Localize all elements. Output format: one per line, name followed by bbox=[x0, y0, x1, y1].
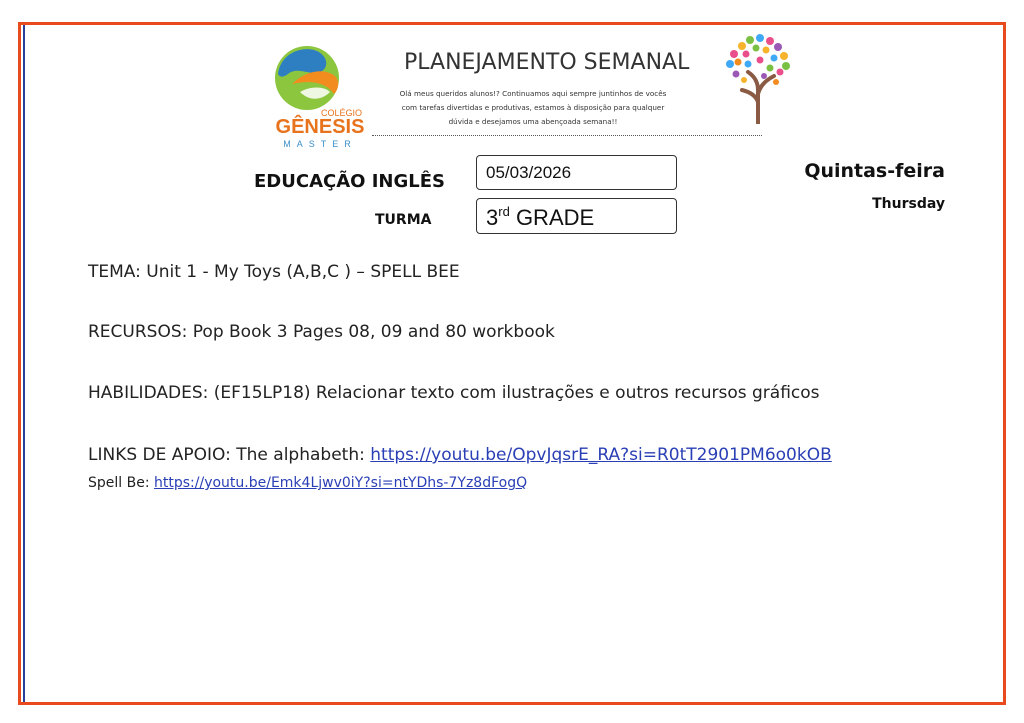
spell-bee-line bbox=[88, 475, 527, 491]
links-label: LINKS DE APOIO: The alphabeth: bbox=[88, 445, 371, 465]
alphabet-video-link[interactable]: https://youtu.be/OpvJqsrE_RA?si=R0tT2901PM6o0kOB bbox=[370, 445, 832, 465]
tree-icon bbox=[720, 32, 798, 124]
turma-label: TURMA bbox=[375, 212, 432, 228]
grade-suffix: rd bbox=[498, 204, 510, 219]
grade-number: 3 bbox=[486, 205, 499, 230]
subject-label: EDUCAÇÃO INGLÊS bbox=[254, 171, 445, 192]
tema-line: TEMA: Unit 1 - My Toys (A,B,C ) – SPELL BEE bbox=[88, 262, 460, 282]
recursos-line: RECURSOS: Pop Book 3 Pages 08, 09 and 80 workbook bbox=[88, 322, 555, 342]
spell-bee-label: Spell Be: bbox=[88, 475, 155, 491]
weekday-english-label: Thursday bbox=[872, 196, 945, 212]
logo-small-text: COLÉGIO bbox=[320, 108, 362, 118]
intro-message bbox=[378, 87, 688, 129]
grade-field bbox=[476, 198, 677, 234]
header-divider bbox=[372, 135, 762, 136]
intro-line-1: Olá meus queridos alunos!? Continuamos aqui sempre juntinhos de vocês bbox=[399, 89, 667, 98]
page-title: PLANEJAMENTO SEMANAL bbox=[404, 50, 690, 75]
date-field bbox=[476, 155, 677, 190]
weekday-label: Quintas-feira bbox=[804, 160, 945, 182]
habilidades-line: HABILIDADES: (EF15LP18) Relacionar texto com ilustrações e outros recursos gráficos bbox=[88, 383, 820, 403]
grade-word: GRADE bbox=[515, 205, 595, 230]
logo-emblem-icon bbox=[270, 44, 370, 114]
logo-main-text: GÊNESIS bbox=[275, 116, 365, 138]
intro-line-3: dúvida e desejamos uma abençoada semana!! bbox=[448, 117, 618, 126]
logo-sub-text: MASTER bbox=[283, 139, 357, 149]
links-line bbox=[88, 445, 832, 465]
date-value: 05/03/2026 bbox=[486, 163, 572, 182]
spell-bee-video-link[interactable]: https://youtu.be/Emk4Ljwv0iY?si=ntYDhs-7Yz8dFogQ bbox=[154, 475, 528, 491]
side-accent-line bbox=[23, 25, 25, 702]
intro-line-2: com tarefas divertidas e produtivas, estamos à disposição para qualquer bbox=[401, 103, 665, 112]
school-logo bbox=[270, 44, 370, 152]
